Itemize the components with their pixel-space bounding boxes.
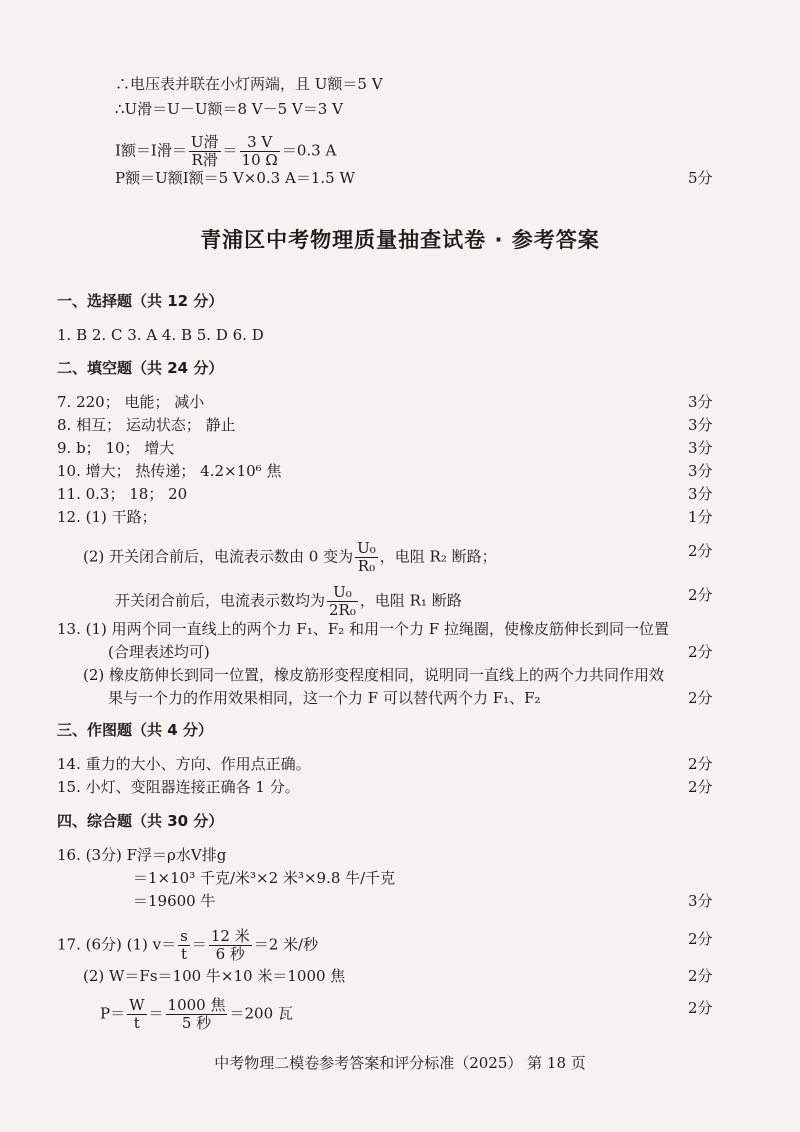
page-title: 青浦区中考物理质量抽查试卷 · 参考答案 xyxy=(200,228,600,252)
section-heading: 四、综合题（共 30 分） xyxy=(57,812,224,830)
fraction: $\frac{W}{t}$ xyxy=(129,996,145,1032)
answer-line: 开关闭合前后，电流表示数均为 $\frac{\text{U₀}}{\text{2R₀}}$ ，电阻 R₁ 断路 2分 xyxy=(115,583,713,619)
score: 3分 xyxy=(688,462,713,480)
score: 3分 xyxy=(688,439,713,457)
answer-line: ＝19600 牛 3分 xyxy=(133,892,713,910)
score: 5分 xyxy=(688,169,713,187)
fraction: $\frac{\text{U₀}}{\text{R₀}}$ xyxy=(357,539,376,575)
score: 2分 xyxy=(688,778,713,796)
answer-line: (合理表述均可) 2分 xyxy=(108,643,713,661)
section-heading: 一、选择题（共 12 分） xyxy=(57,292,224,310)
answer-line: 16. (3分) F浮＝ρ水V排g xyxy=(57,846,227,864)
score: 1分 xyxy=(688,508,713,526)
score: 2分 xyxy=(688,586,713,604)
answer-line: 9. b； 10； 增大 3分 xyxy=(57,439,713,457)
fraction: $\frac{3 V}{10 \Omega}$ xyxy=(241,133,278,169)
calc-line-4: P额＝U额I额＝5 V×0.3 A＝1.5 W 5分 xyxy=(115,169,713,187)
fraction: $\frac{\text{1000 焦}}{\text{5 秒}}$ xyxy=(167,996,226,1032)
answer-line: 8. 相互； 运动状态； 静止 3分 xyxy=(57,416,713,434)
answer-line: (2) 橡皮筋伸长到同一位置，橡皮筋形变程度相同，说明同一直线上的两个力共同作用效 xyxy=(83,666,665,684)
calc-line-3: I额＝I滑＝ $\frac{\text{U滑}}{\text{R滑}}$ ＝ $\frac{3 V}{10 \Omega}$ ＝0.3 A xyxy=(115,133,337,169)
answer-line: 1. B 2. C 3. A 4. B 5. D 6. D xyxy=(57,326,264,344)
answer-line: 14. 重力的大小、方向、作用点正确。 2分 xyxy=(57,755,713,773)
fraction: $\frac{s}{t}$ xyxy=(180,927,188,963)
calc-line-1: ∴电压表并联在小灯两端，且 U额＝5 V xyxy=(115,75,383,93)
calc-line-2: ∴U滑＝U－U额＝8 V－5 V＝3 V xyxy=(115,100,343,118)
score: 3分 xyxy=(688,416,713,434)
section-heading: 二、填空题（共 24 分） xyxy=(57,359,224,377)
section-heading: 三、作图题（共 4 分） xyxy=(57,721,213,739)
answer-line: 11. 0.3； 18； 20 3分 xyxy=(57,485,713,503)
fraction: $\frac{\text{U₀}}{\text{2R₀}}$ xyxy=(329,583,356,619)
answer-line: 7. 220； 电能； 减小 3分 xyxy=(57,393,713,411)
score: 2分 xyxy=(688,643,713,661)
score: 2分 xyxy=(688,930,713,948)
answer-line: (2) W＝Fs＝100 牛×10 米＝1000 焦 2分 xyxy=(83,967,713,985)
answer-line: (2) 开关闭合前后，电流表示数由 0 变为 $\frac{\text{U₀}}{\text{R₀}}$ ，电阻 R₂ 断路； 2分 xyxy=(83,539,713,575)
answer-line: 13. (1) 用两个同一直线上的两个力 F₁、F₂ 和用一个力 F 拉绳圈，使橡皮筋伸长到同一位置 xyxy=(57,620,669,638)
answer-line: 10. 增大； 热传递； 4.2×10⁶ 焦 3分 xyxy=(57,462,713,480)
score: 2分 xyxy=(688,999,713,1017)
score: 3分 xyxy=(688,485,713,503)
score: 2分 xyxy=(688,542,713,560)
score: 3分 xyxy=(688,892,713,910)
fraction: $\frac{\text{U滑}}{\text{R滑}}$ xyxy=(190,133,219,169)
answer-line: 12. (1) 干路； 1分 xyxy=(57,508,713,526)
score: 2分 xyxy=(688,689,713,707)
answer-line: 果与一个力的作用效果相同，这一个力 F 可以替代两个力 F₁、F₂ 2分 xyxy=(108,689,713,707)
answer-line: 17. (6分) (1) v＝ $\frac{s}{t}$ ＝ $\frac{\text{12 米}}{\text{6 秒}}$ ＝2 米/秒 2分 xyxy=(57,927,713,963)
score: 2分 xyxy=(688,967,713,985)
answer-line: ＝1×10³ 千克/米³×2 米³×9.8 牛/千克 xyxy=(133,869,396,887)
fraction: $\frac{\text{12 米}}{\text{6 秒}}$ xyxy=(210,927,250,963)
score: 3分 xyxy=(688,393,713,411)
page-footer: 中考物理二模卷参考答案和评分标准（2025） 第 18 页 xyxy=(214,1054,586,1072)
answer-line: 15. 小灯、变阻器连接正确各 1 分。 2分 xyxy=(57,778,713,796)
score: 2分 xyxy=(688,755,713,773)
answer-line: P＝ $\frac{W}{t}$ ＝ $\frac{\text{1000 焦}}{\text{5 秒}}$ ＝200 瓦 2分 xyxy=(100,996,713,1032)
